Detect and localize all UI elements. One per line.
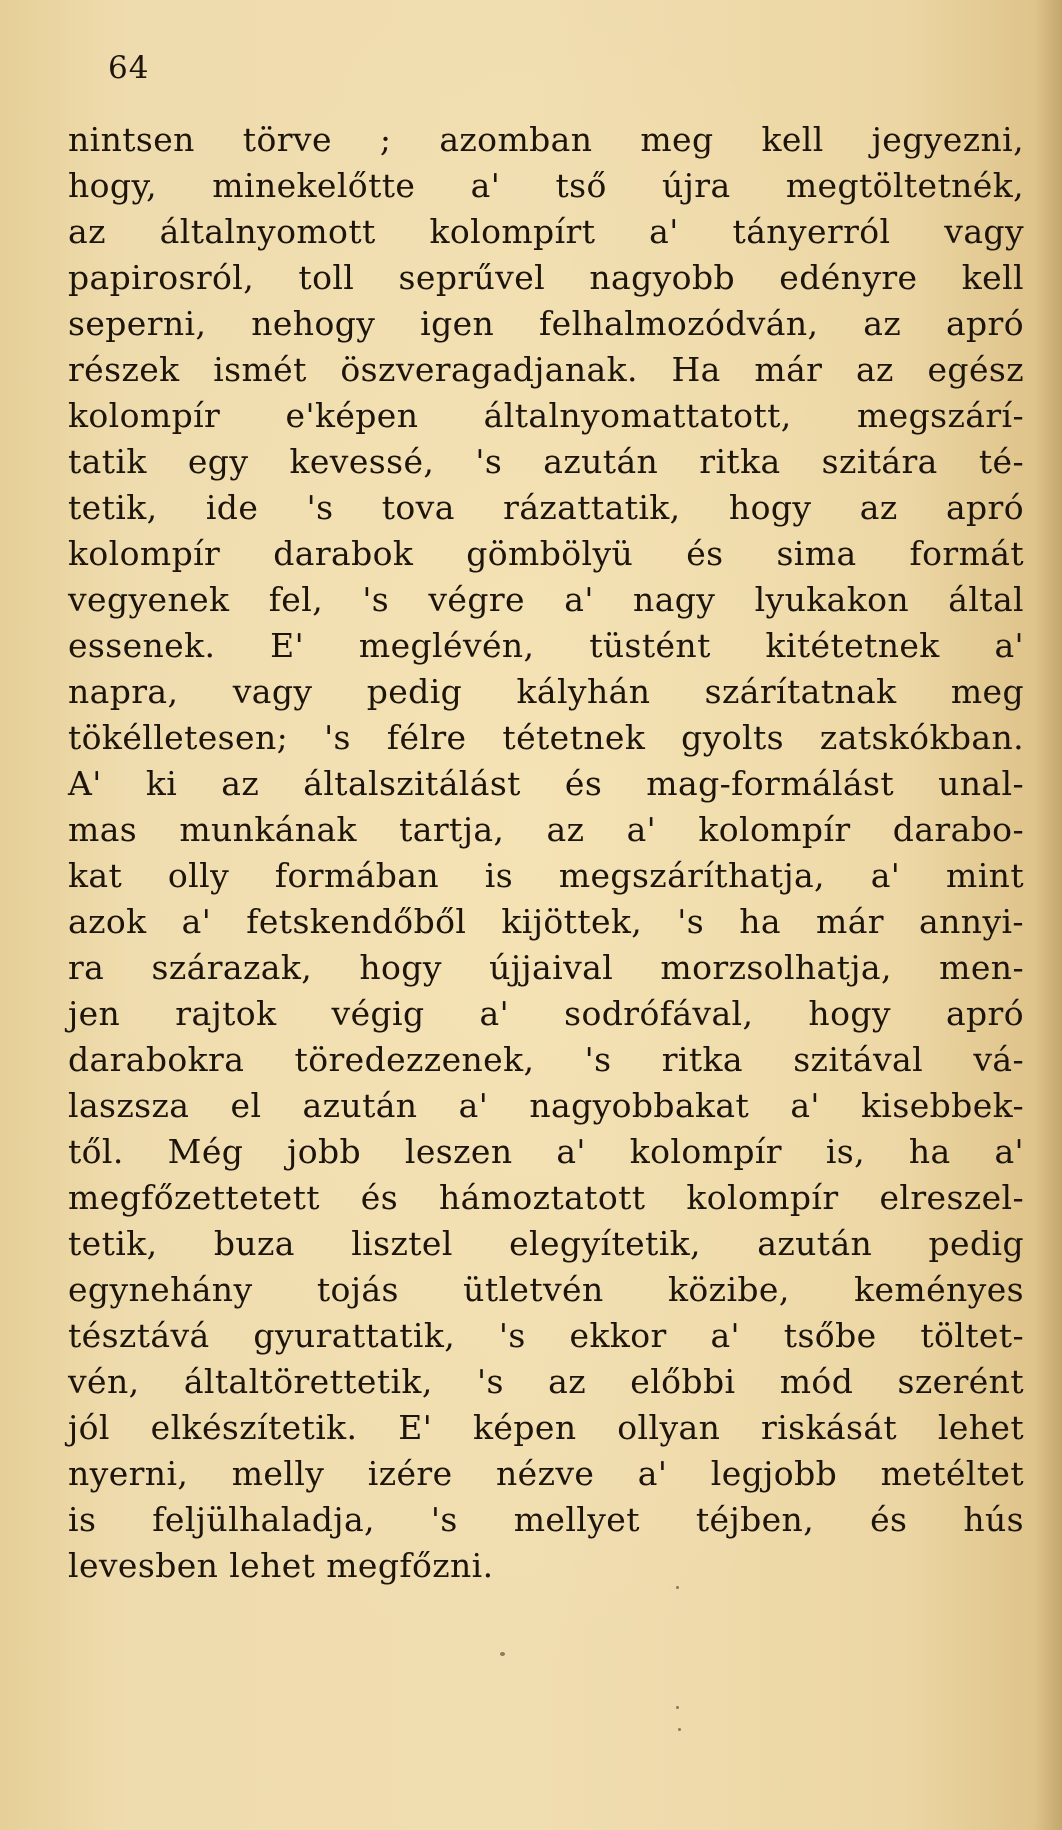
text-line: kolompír e'képen általnyomattatott, megszárí- bbox=[68, 396, 1024, 435]
paper-speck bbox=[678, 1728, 681, 1731]
text-line: jen rajtok végig a' sodrófával, hogy apró bbox=[68, 994, 1024, 1033]
text-line: részek ismét öszveragadjanak. Ha már az egész bbox=[68, 350, 1024, 389]
text-line: nintsen törve ; azomban meg kell jegyezni, bbox=[68, 120, 1024, 159]
text-line: tatik egy kevessé, 's azután ritka szitára té- bbox=[68, 442, 1024, 481]
page-edge-shadow bbox=[1034, 0, 1062, 1830]
text-line: A' ki az általszitálást és mag-formálást unal- bbox=[68, 764, 1024, 803]
text-line: is feljülhaladja, 's mellyet téjben, és hús bbox=[68, 1500, 1024, 1539]
page-number: 64 bbox=[108, 50, 150, 86]
text-line: megfőzettetett és hámoztatott kolompír elreszel- bbox=[68, 1178, 1024, 1217]
text-line: vén, általtörettetik, 's az előbbi mód szerént bbox=[68, 1362, 1024, 1401]
text-line: levesben lehet megfőzni. bbox=[68, 1546, 494, 1585]
text-line: essenek. E' meglévén, tüstént kitétetnek a' bbox=[68, 626, 1024, 665]
paper-speck bbox=[676, 1586, 679, 1589]
text-line: tetik, ide 's tova rázattatik, hogy az apró bbox=[68, 488, 1024, 527]
text-line: től. Még jobb leszen a' kolompír is, ha a' bbox=[68, 1132, 1024, 1171]
text-line: kat olly formában is megszáríthatja, a' mint bbox=[68, 856, 1024, 895]
text-line: laszsza el azután a' nagyobbakat a' kisebbek- bbox=[68, 1086, 1024, 1125]
body-text bbox=[68, 117, 1024, 1589]
text-line: nyerni, melly izére nézve a' legjobb metéltet bbox=[68, 1454, 1024, 1493]
text-line: seperni, nehogy igen felhalmozódván, az apró bbox=[68, 304, 1024, 343]
text-line: ra szárazak, hogy újjaival morzsolhatja, men- bbox=[68, 948, 1024, 987]
text-line: darabokra töredezzenek, 's ritka szitával vá- bbox=[68, 1040, 1024, 1079]
text-line: az általnyomott kolompírt a' tányerról vagy bbox=[68, 212, 1024, 251]
text-line: tökélletesen; 's félre tétetnek gyolts zatskókban. bbox=[68, 718, 1024, 757]
text-line: hogy, minekelőtte a' tső újra megtöltetnék, bbox=[68, 166, 1024, 205]
paper-speck bbox=[676, 1706, 679, 1709]
text-line: mas munkának tartja, az a' kolompír darabo- bbox=[68, 810, 1024, 849]
text-line: kolompír darabok gömbölyü és sima formát bbox=[68, 534, 1024, 573]
text-line: tetik, buza lisztel elegyítetik, azután pedig bbox=[68, 1224, 1024, 1263]
text-line: vegyenek fel, 's végre a' nagy lyukakon által bbox=[68, 580, 1024, 619]
text-line: azok a' fetskendőből kijöttek, 's ha már annyi- bbox=[68, 902, 1024, 941]
text-line: egynehány tojás ütletvén közibe, keményes bbox=[68, 1270, 1024, 1309]
text-line: papirosról, toll seprűvel nagyobb edényre kell bbox=[68, 258, 1024, 297]
text-line: napra, vagy pedig kályhán szárítatnak meg bbox=[68, 672, 1024, 711]
text-line: jól elkészítetik. E' képen ollyan riskását lehet bbox=[68, 1408, 1024, 1447]
text-line: tésztává gyurattatik, 's ekkor a' tsőbe töltet- bbox=[68, 1316, 1024, 1355]
paper-speck bbox=[500, 1652, 505, 1656]
